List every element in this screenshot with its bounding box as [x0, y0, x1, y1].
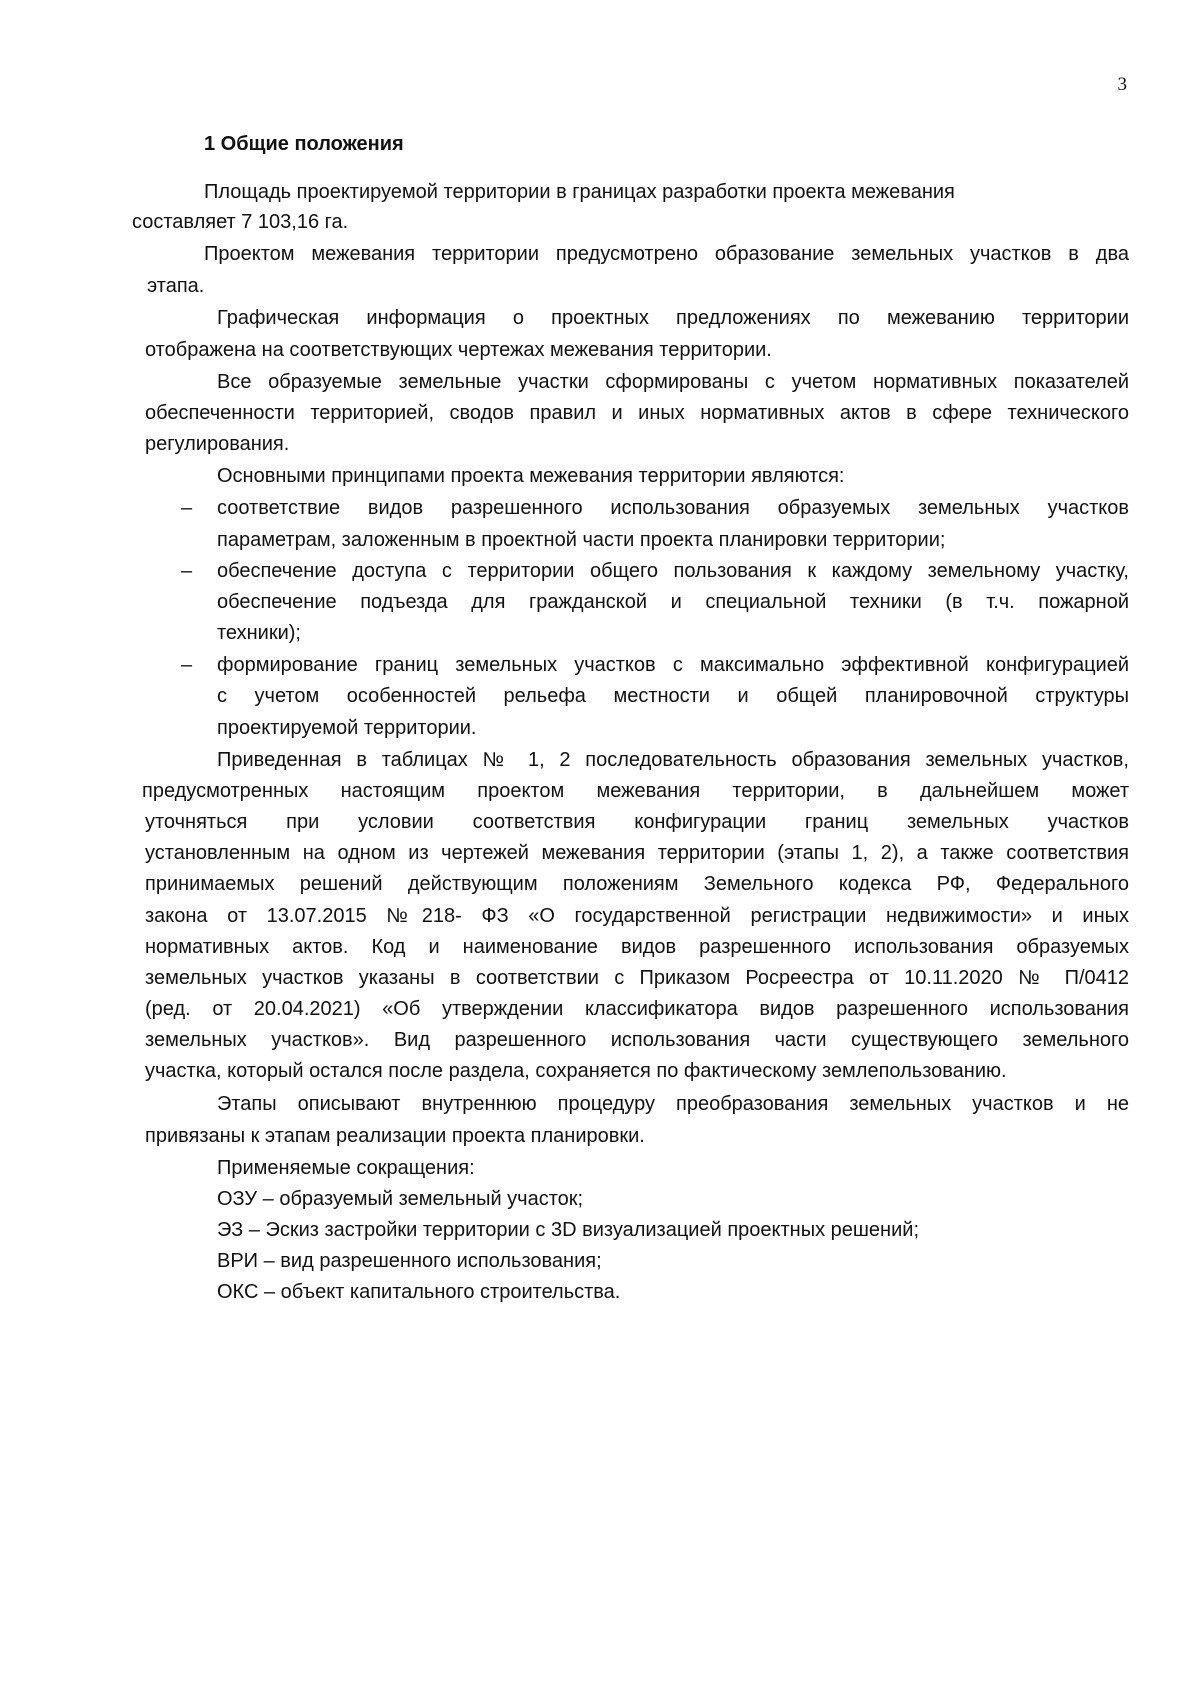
- paragraph-line: Приведенная в таблицах № 1, 2 последовательность образования земельных участков,: [217, 749, 1129, 771]
- paragraph-line: регулирования.: [145, 433, 290, 455]
- list-marker: –: [181, 497, 193, 519]
- list-marker: –: [181, 560, 193, 582]
- paragraph-line: Проектом межевания территории предусмотрено образование земельных участков в два: [204, 243, 1129, 265]
- list-item-line: соответствие видов разрешенного использования образуемых земельных участков: [217, 497, 1129, 519]
- paragraph-line: установленным на одном из чертежей межевания территории (этапы 1, 2), а также соответствия: [145, 842, 1129, 864]
- list-item-line: формирование границ земельных участков с максимально эффективной конфигурацией: [217, 654, 1129, 676]
- paragraph-line: земельных участков указаны в соответствии с Приказом Росреестра от 10.11.2020 № П/0412: [145, 967, 1129, 989]
- paragraph-line: предусмотренных настоящим проектом межевания территории, в дальнейшем может: [142, 780, 1129, 802]
- list-item-line: проектируемой территории.: [217, 717, 477, 739]
- paragraph-line: составляет 7 103,16 га.: [132, 211, 349, 233]
- paragraph-line: привязаны к этапам реализации проекта планировки.: [145, 1125, 645, 1147]
- list-item-line: обеспечение доступа с территории общего пользования к каждому земельному участку,: [217, 560, 1129, 582]
- paragraph-line: закона от 13.07.2015 №218- ФЗ «О государственной регистрации недвижимости» и иных: [145, 905, 1129, 927]
- paragraph-line: обеспеченности территорией, сводов правил и иных нормативных актов в сфере технического: [145, 402, 1129, 424]
- paragraph-line: нормативных актов. Код и наименование видов разрешенного использования образуемых: [145, 936, 1129, 958]
- section-heading: 1 Общие положения: [204, 133, 404, 155]
- paragraph-line: принимаемых решений действующим положениям Земельного кодекса РФ, Федерального: [145, 873, 1129, 895]
- paragraph-line: Основными принципами проекта межевания территории являются:: [217, 465, 845, 487]
- paragraph-line: этапа.: [147, 275, 205, 297]
- abbreviation-item: ВРИ – вид разрешенного использования;: [217, 1250, 602, 1272]
- paragraph-line: земельных участков». Вид разрешенного использования части существующего земельного: [145, 1029, 1129, 1051]
- abbreviations-title: Применяемые сокращения:: [217, 1157, 475, 1179]
- paragraph-line: отображена на соответствующих чертежах межевания территории.: [145, 339, 772, 361]
- list-item-line: с учетом особенностей рельефа местности и общей планировочной структуры: [217, 685, 1129, 707]
- paragraph-line: Графическая информация о проектных предложениях по межеванию территории: [217, 307, 1129, 329]
- abbreviation-item: ОКС – объект капитального строительства.: [217, 1281, 621, 1303]
- list-marker: –: [181, 654, 193, 676]
- paragraph-line: Все образуемые земельные участки сформированы с учетом нормативных показателей: [217, 371, 1129, 393]
- paragraph-line: (ред. от 20.04.2021) «Об утверждении классификатора видов разрешенного использования: [145, 998, 1129, 1020]
- paragraph-line: уточняться при условии соответствия конфигурации границ земельных участков: [145, 811, 1129, 833]
- list-item-line: техники);: [217, 622, 301, 644]
- list-item-line: обеспечение подъезда для гражданской и специальной техники (в т.ч. пожарной: [217, 591, 1129, 613]
- paragraph-line: участка, который остался после раздела, сохраняется по фактическому землепользованию.: [145, 1060, 1007, 1082]
- list-item-line: параметрам, заложенным в проектной части проекта планировки территории;: [217, 529, 946, 551]
- paragraph-line: Этапы описывают внутреннюю процедуру преобразования земельных участков и не: [217, 1093, 1129, 1115]
- paragraph-line: Площадь проектируемой территории в границах разработки проекта межевания: [204, 181, 955, 203]
- page-number: 3: [1117, 74, 1127, 95]
- abbreviation-item: ЭЗ – Эскиз застройки территории с 3D визуализацией проектных решений;: [217, 1219, 920, 1241]
- abbreviation-item: ОЗУ – образуемый земельный участок;: [217, 1188, 584, 1210]
